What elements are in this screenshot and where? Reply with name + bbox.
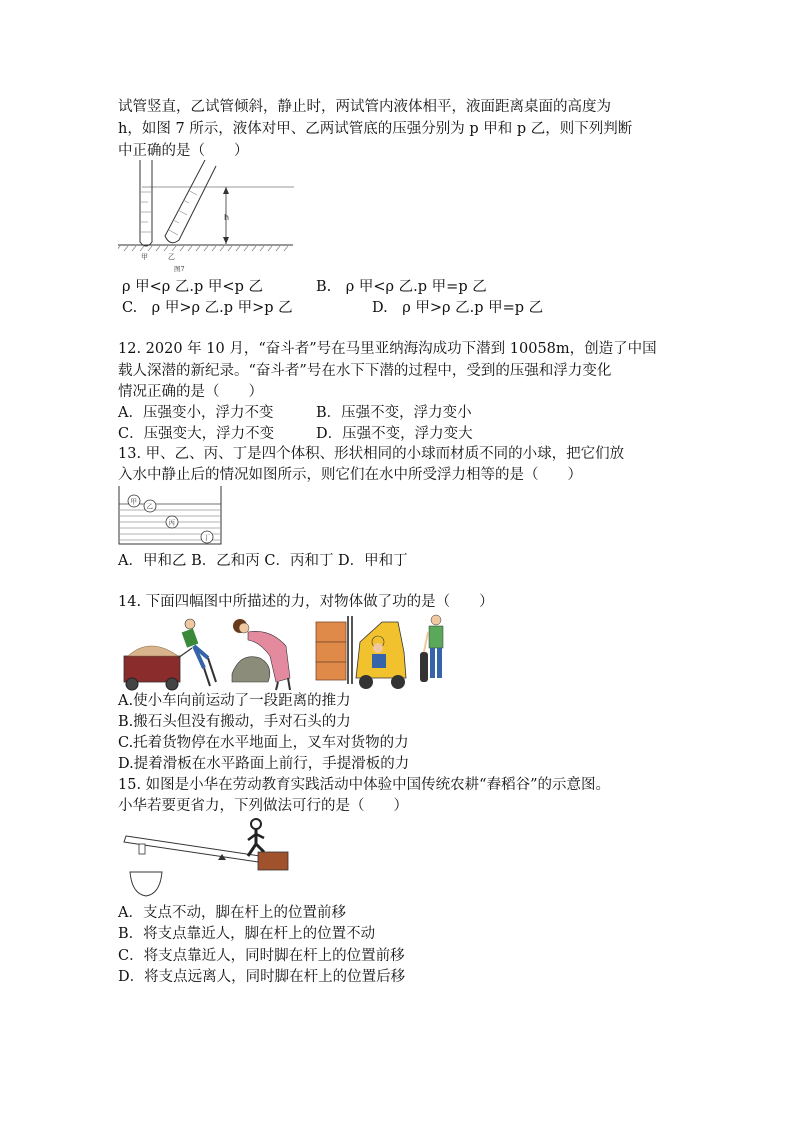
q15-line-2: 小华若要更省力，下列做法可行的是（ ） <box>118 798 408 814</box>
tube-yi <box>165 160 216 243</box>
ball-ding-label: 丁 <box>203 533 210 542</box>
q15-option-d: D．将支点远离人，同时脚在杆上的位置后移 <box>118 969 406 985</box>
q11-line-3: 中正确的是（ ） <box>118 143 249 159</box>
q12-option-d: D．压强不变，浮力变大 <box>316 426 473 442</box>
lever-rice-pounding-figure <box>122 816 294 902</box>
q15-line-1: 15. 如图是小华在劳动教育实践活动中体验中国传统农耕“舂稻谷”的示意图。 <box>118 777 610 793</box>
q14-option-c: C.托着货物停在水平地面上，叉车对货物的力 <box>118 735 409 751</box>
q12-option-b: B．压强不变，浮力变小 <box>316 405 472 421</box>
q11-line-2: h，如图 7 所示，液体对甲、乙两试管底的压强分别为 p 甲和 p 乙，则下列判断 <box>118 121 633 137</box>
q14-option-d: D.提着滑板在水平路面上前行，手提滑板的力 <box>118 756 410 772</box>
q14-line-1: 14. 下面四幅图中所描述的力，对物体做了功的是（ ） <box>118 594 494 610</box>
floating-balls-figure <box>118 486 222 546</box>
tube-jia <box>140 160 152 246</box>
ball-jia-label: 甲 <box>130 497 137 506</box>
yi-label: 乙 <box>168 253 175 261</box>
boy-pushing-cart-picture <box>124 619 216 690</box>
q11-option-c: C. ρ 甲>ρ 乙.p 甲>p 乙 <box>122 300 293 316</box>
q11-line-1: 试管竖直，乙试管倾斜，静止时，两试管内液体相平，液面距离桌面的高度为 <box>118 99 611 115</box>
ball-yi-label: 乙 <box>146 502 153 511</box>
q12-line-2: 载人深潜的新纪录。“奋斗者”号在水下下潜的过程中，受到的压强和浮力变化 <box>118 363 612 379</box>
q12-line-3: 情况正确的是（ ） <box>118 384 263 400</box>
woman-lifting-stone-picture <box>232 619 290 690</box>
q12-option-a: A．压强变小，浮力不变 <box>118 405 274 421</box>
four-pictures-figure <box>120 612 458 692</box>
q15-option-b: B．将支点靠近人，脚在杆上的位置不动 <box>118 926 376 942</box>
jia-label: 甲 <box>141 253 148 261</box>
man-carrying-skateboard-picture <box>420 615 443 682</box>
q13-options: A．甲和乙 B．乙和丙 C．丙和丁 D．甲和丁 <box>118 553 408 569</box>
mortar-bowl <box>130 872 162 896</box>
q12-option-c: C．压强变大，浮力不变 <box>118 426 275 442</box>
q14-option-b: B.搬石头但没有搬动，手对石头的力 <box>118 714 351 730</box>
q15-option-c: C．将支点靠近人，同时脚在杆上的位置前移 <box>118 948 405 964</box>
h-label: h <box>224 213 230 222</box>
q13-line-1: 13. 甲、乙、丙、丁是四个体积、形状相同的小球而材质不同的小球，把它们放 <box>118 446 625 462</box>
wooden-box <box>258 852 288 870</box>
q14-option-a: A.使小车向前运动了一段距离的推力 <box>118 693 351 709</box>
ball-bing-label: 丙 <box>168 518 175 527</box>
test-tubes-figure <box>118 160 318 276</box>
stick-person <box>248 819 264 856</box>
forklift-with-boxes-picture <box>316 616 406 689</box>
q11-option-d: D. ρ 甲>ρ 乙.p 甲=p 乙 <box>372 300 544 316</box>
q11-option-b: B. ρ 甲<ρ 乙.p 甲=p 乙 <box>316 279 487 295</box>
figure-7-caption: 图7 <box>174 265 185 273</box>
q15-option-a: A．支点不动，脚在杆上的位置前移 <box>118 905 346 921</box>
q11-option-a: ρ 甲<ρ 乙.p 甲<p 乙 <box>122 279 263 295</box>
q12-line-1: 12. 2020 年 10 月，“奋斗者”号在马里亚纳海沟成功下潜到 10058m，创造了中国 <box>118 341 657 357</box>
q13-line-2: 入水中静止后的情况如图所示，则它们在水中所受浮力相等的是（ ） <box>118 467 582 483</box>
